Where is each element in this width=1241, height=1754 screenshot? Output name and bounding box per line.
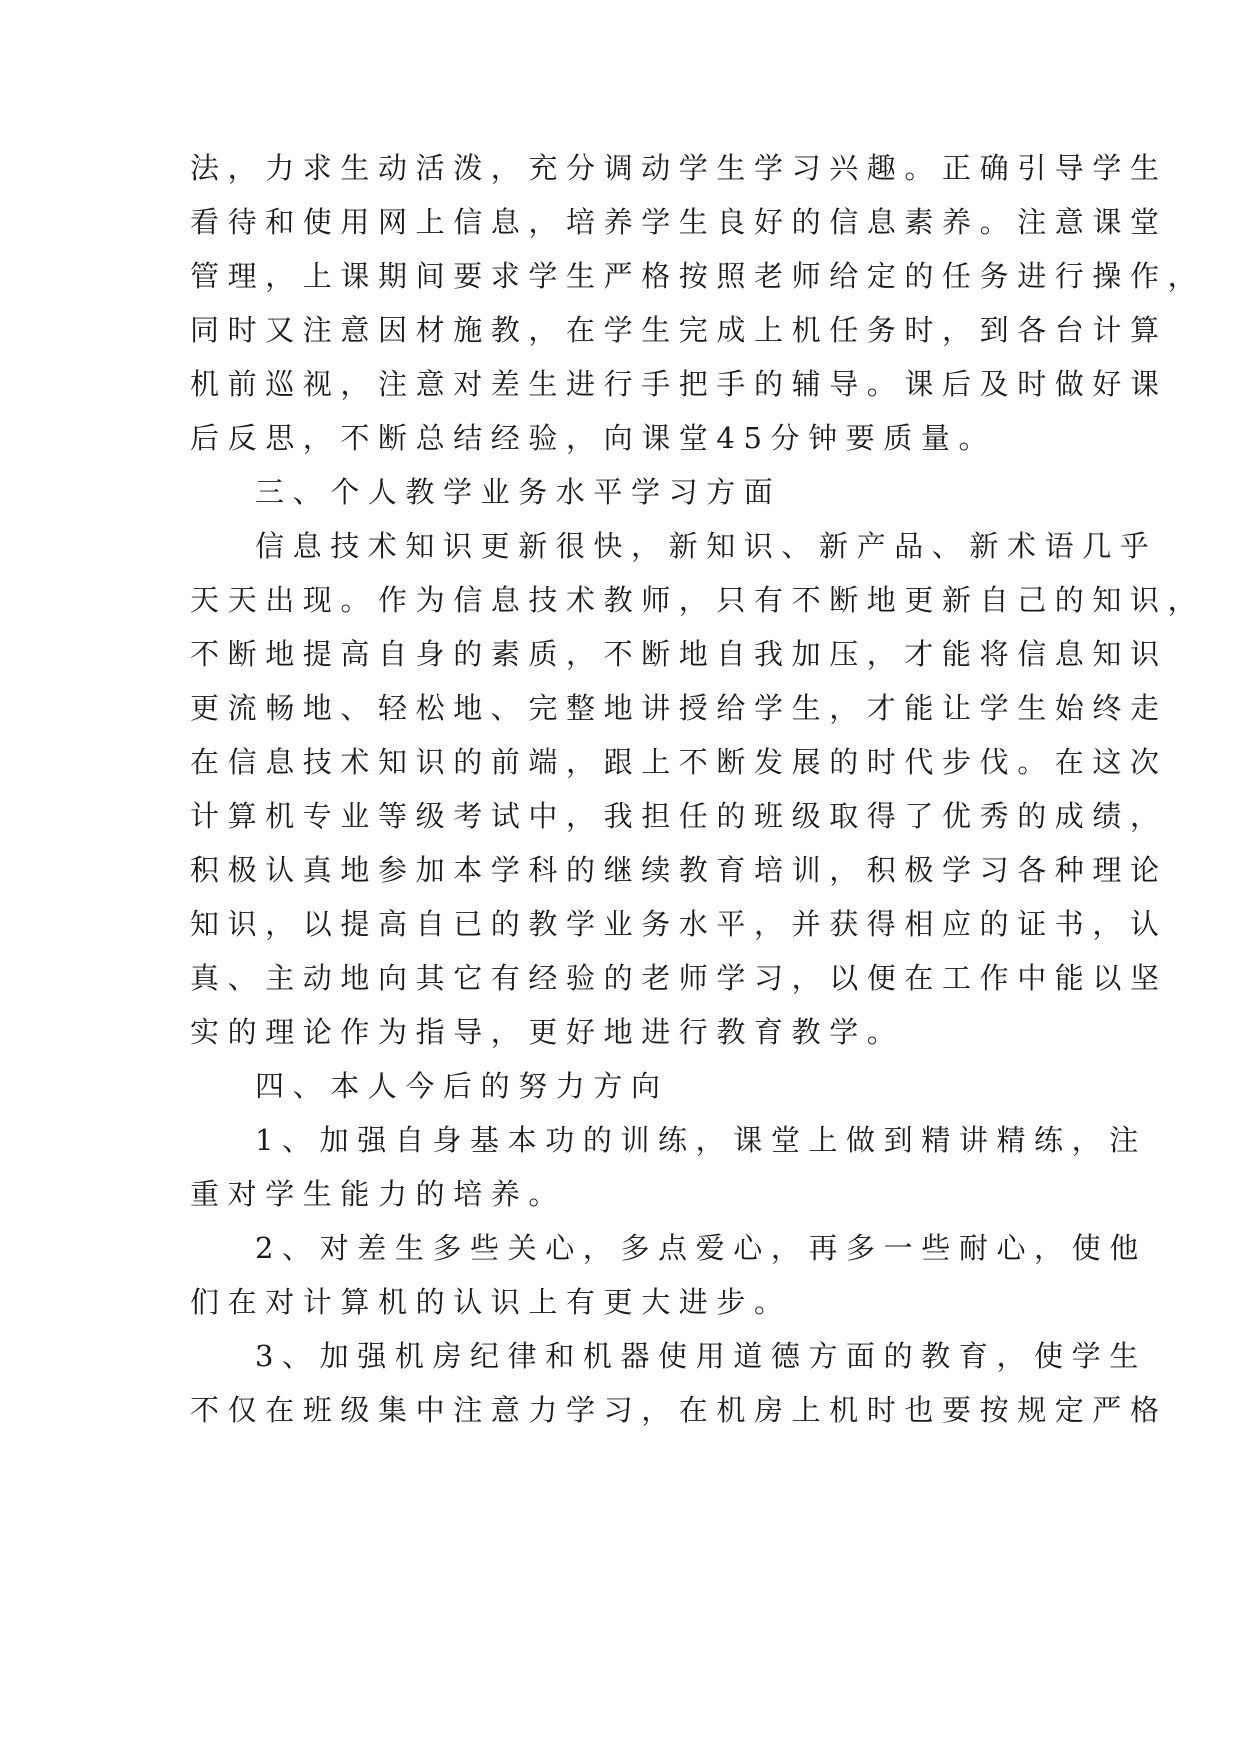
text-line: 真、主动地向其它有经验的老师学习，以便在工作中能以坚	[190, 961, 1168, 995]
list-item: 1、加强自身基本功的训练，课堂上做到精讲精练，注	[255, 1123, 1147, 1157]
text-line: 法，力求生动活泼，充分调动学生学习兴趣。正确引导学生	[190, 151, 1168, 185]
text-line: 后反思，不断总结经验，向课堂45分钟要质量。	[190, 421, 997, 455]
text-line: 在信息技术知识的前端，跟上不断发展的时代步伐。在这次	[190, 745, 1168, 779]
text-line: 重对学生能力的培养。	[190, 1177, 567, 1211]
text-line: 知识，以提高自已的教学业务水平，并获得相应的证书，认	[190, 907, 1168, 941]
text-line: 计算机专业等级考试中，我担任的班级取得了优秀的成绩，	[190, 799, 1168, 833]
section-heading: 三、个人教学业务水平学习方面	[255, 475, 782, 509]
text-line: 们在对计算机的认识上有更大进步。	[190, 1285, 792, 1319]
text-line: 实的理论作为指导，更好地进行教育教学。	[190, 1015, 905, 1049]
text-line: 看待和使用网上信息，培养学生良好的信息素养。注意课堂	[190, 205, 1168, 239]
text-line: 更流畅地、轻松地、完整地讲授给学生，才能让学生始终走	[190, 691, 1168, 725]
section-heading: 四、本人今后的努力方向	[255, 1069, 669, 1103]
text-line: 积极认真地参加本学科的继续教育培训，积极学习各种理论	[190, 853, 1168, 887]
list-item: 3、加强机房纪律和机器使用道德方面的教育，使学生	[255, 1339, 1147, 1373]
text-line: 管理，上课期间要求学生严格按照老师给定的任务进行操作，	[190, 259, 1206, 293]
text-line: 机前巡视，注意对差生进行手把手的辅导。课后及时做好课	[190, 367, 1168, 401]
text-line: 不仅在班级集中注意力学习，在机房上机时也要按规定严格	[190, 1393, 1168, 1427]
text-line: 天天出现。作为信息技术教师，只有不断地更新自己的知识，	[190, 583, 1206, 617]
list-item: 2、对差生多些关心，多点爱心，再多一些耐心，使他	[255, 1231, 1147, 1265]
text-line: 信息技术知识更新很快，新知识、新产品、新术语几乎	[255, 529, 1158, 563]
text-line: 同时又注意因材施教，在学生完成上机任务时，到各台计算	[190, 313, 1168, 347]
text-line: 不断地提高自身的素质，不断地自我加压，才能将信息知识	[190, 637, 1168, 671]
